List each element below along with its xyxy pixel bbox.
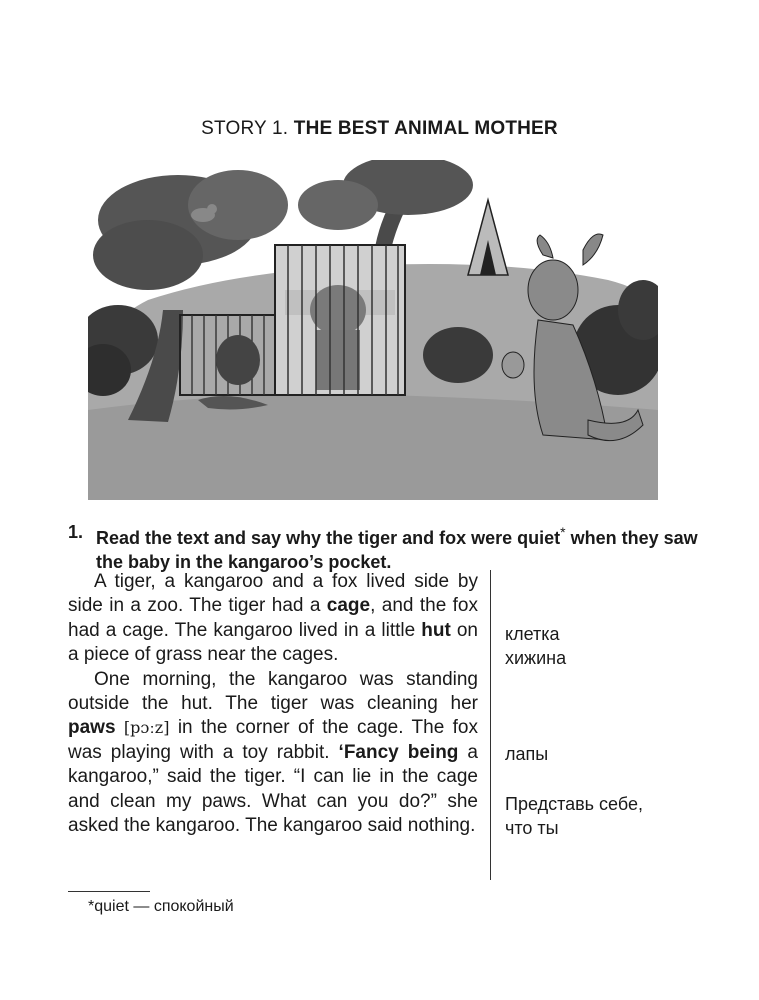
text-run: a kangaroo,” said the tiger. “I can lie in the cage and clean my paws. What can you do?” she asked the kangaroo. The kangaroo said nothing. (68, 741, 478, 837)
story-title (0, 118, 759, 140)
vocab-phrase-fancy-being: ‘Fancy being (338, 741, 459, 763)
transcription: [pɔːz] (123, 718, 170, 738)
gloss-hut: хижина (505, 648, 567, 668)
vocab-word-paws: paws (68, 717, 116, 739)
task-text-continued: when they saw the baby in the kangaroo’s pocket. (96, 528, 698, 572)
task-number: 1. (68, 522, 84, 542)
footnote: *quiet — спокойный (88, 898, 234, 915)
gloss-fancy-being: Представь себе, (505, 794, 643, 814)
text-run: , and the fox had a cage. The kangaroo lived in a little (68, 595, 478, 641)
paragraph-2 (68, 668, 478, 839)
paragraph-1 (68, 570, 478, 668)
footnote-rule (68, 891, 150, 892)
task-instruction (68, 520, 708, 574)
gloss-cage: клетка (505, 624, 560, 644)
glossary-divider (490, 570, 491, 880)
vocab-word-hut: hut (421, 619, 451, 641)
story-heading: THE BEST ANIMAL MOTHER (293, 118, 558, 139)
text-run: in the corner of the cage. The fox was playing with a toy rabbit. (68, 717, 478, 763)
text-run: One morning, the kangaroo was standing outside the hut. The tiger was cleaning her (68, 668, 478, 715)
footnote-marker: * (560, 524, 566, 540)
zoo-illustration (88, 160, 658, 500)
vocab-word-cage: cage (326, 595, 371, 617)
task-text: Read the text and say why the tiger and fox were quiet (96, 528, 561, 548)
text-run: on a piece of grass near the cages. (68, 619, 478, 666)
gloss-fancy-being-2: что ты (505, 818, 559, 838)
story-number: STORY 1. (201, 118, 289, 139)
story-text (68, 570, 478, 838)
text-run: A tiger, a kangaroo and a fox lived side by side in a zoo. The tiger had a (68, 571, 478, 617)
gloss-paws: лапы (505, 744, 549, 764)
